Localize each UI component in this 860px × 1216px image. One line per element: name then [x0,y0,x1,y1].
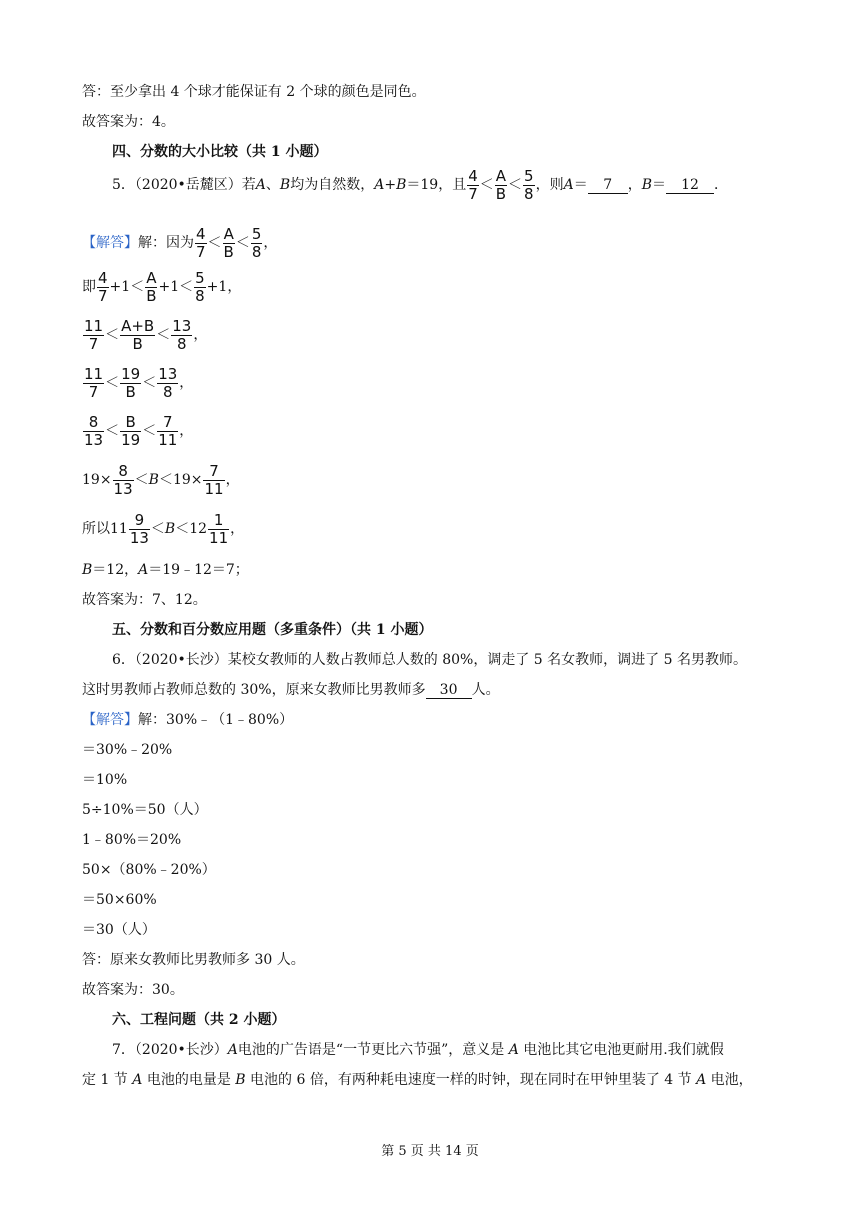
q5-plus: + [384,177,397,193]
question-6-line-1: 6．（2020•长沙）某校女教师的人数占教师总人数的 80%，调走了 5 名女教师，调进了 5 名男教师。 [112,652,747,668]
var-a: A [563,177,574,193]
fraction: $\frac{7}{11}$ [204,461,224,498]
less-than: ＜ [142,375,157,391]
q5-end: ． [714,177,729,193]
plus-one: +1 [206,279,228,295]
var-a: A [374,177,385,193]
comma: ， [263,235,278,251]
fraction: $\frac{B}{19}$ [121,412,141,449]
solution-line-5 [82,412,193,450]
less-than: ＜ [508,177,523,193]
answer-blank-b: 12 [666,177,714,194]
q5-prefix: 5．（2020•岳麓区）若 [112,177,256,193]
plus-one: +1 [109,279,131,295]
section-heading-5: 五、分数和百分数应用题（多重条件）（共 1 小题） [112,622,433,638]
less-than: ＜ [105,327,120,343]
question-7-line-1: 7．（2020•长沙）A电池的广告语是“一节更比六节强”，意义是 A 电池比其它电池更耐用.我们就假 [112,1042,724,1058]
solution-step: ＝30%﹣20% [82,742,173,758]
section-heading-4: 四、分数的大小比较（共 1 小题） [112,144,328,160]
final-answer-text: 故答案为：7、12。 [82,592,207,608]
var-b: B [396,177,407,193]
less-than: ＜ [105,375,120,391]
solution-tag: 【解答】 [82,712,138,728]
q5-eq-b: ＝ [652,177,667,193]
less-than: ＜ [207,235,222,251]
comma: ， [179,423,194,439]
fraction: $\frac{8}{13}$ [84,412,104,449]
fraction: $\frac{5}{8}$ [251,224,262,261]
ji-text: 即 [82,279,96,295]
solution-line-2 [82,268,241,306]
solution-line-8: B＝12，A＝19﹣12＝7； [82,562,249,578]
comma: ， [225,472,240,488]
comma: ， [193,327,208,343]
q5-sep: 、 [265,177,280,193]
less-than: ＜ [150,521,165,537]
answer-blank: 30 [426,682,472,699]
solution-tag: 【解答】 [82,235,138,251]
fraction: $\frac{11}{7}$ [84,316,104,353]
times-19: 19× [82,472,112,488]
less-than: ＜ [130,279,145,295]
q5-eq: ＝19，且 [406,177,467,193]
q5-comma: ， [627,177,642,193]
final-answer-text: 故答案为：4。 [82,114,175,130]
solution-step: ＝50×60% [82,892,157,908]
less-than: ＜ [105,423,120,439]
q5-then: ，则 [535,177,564,193]
answer-blank-a: 7 [588,177,628,194]
page-footer: 第 5 页 共 14 页 [381,1144,479,1159]
solution-intro: 解：因为 [138,235,194,251]
fraction: $\frac{A+B}{B}$ [121,316,155,353]
fraction: $\frac{A}{B}$ [495,166,507,203]
solution-step: 5÷10%＝50（人） [82,802,208,818]
less-than: ＜ [235,235,250,251]
less-than: ＜ [134,472,149,488]
q5-mid: 均为自然数， [290,177,375,193]
solution-line-6 [82,461,240,499]
less-than: ＜ [158,472,173,488]
fraction: $\frac{4}{7}$ [196,224,206,261]
answer-text: 答：至少拿出 4 个球才能保证有 2 个球的颜色是同色。 [82,84,426,100]
plus-one: +1 [158,279,180,295]
solution-step: 1﹣80%＝20% [82,832,182,848]
solution-step: 50×（80%﹣20%） [82,862,216,878]
comma: ， [227,279,242,295]
solution-line: 【解答】解：30%﹣（1﹣80%） [82,712,294,728]
mixed-number: 11 $\frac{9}{13}$ [110,510,149,547]
question-7-line-2: 定 1 节 A 电池的电量是 B 电池的 6 倍，有两种耗电速度一样的时钟，现在同时在甲钟里装了 4 节 A 电池， [82,1072,753,1088]
answer-text: 答：原来女教师比男教师多 30 人。 [82,952,305,968]
suoyi-text: 所以 [82,521,110,537]
fraction: $\frac{A}{B}$ [146,268,157,305]
comma: ， [230,521,245,537]
less-than: ＜ [179,279,194,295]
fraction: $\frac{7}{11}$ [158,412,178,449]
fraction: $\frac{5}{8}$ [524,166,534,203]
fraction: $\frac{19}{B}$ [121,364,141,401]
final-answer-text: 故答案为：30。 [82,982,184,998]
fraction: $\frac{A}{B}$ [223,224,234,261]
less-than: ＜ [479,177,494,193]
section-heading-6: 六、工程问题（共 2 小题） [112,1012,286,1028]
q5-eq-a: ＝ [573,177,588,193]
less-than: ＜ [175,521,190,537]
question-6-line-2: 这时男教师占教师总数的 30%，原来女教师比男教师多 30 人。 [82,682,500,698]
fraction: $\frac{5}{8}$ [195,268,205,305]
solution-line-3 [82,316,207,354]
fraction: $\frac{8}{13}$ [113,461,133,498]
question-5 [112,166,728,204]
var-b: B [641,177,653,193]
less-than: ＜ [142,423,157,439]
fraction: $\frac{13}{8}$ [172,316,192,353]
fraction: $\frac{4}{7}$ [468,166,478,203]
solution-line-1 [82,224,277,262]
fraction: $\frac{4}{7}$ [98,268,108,305]
comma: ， [179,375,194,391]
solution-line-4 [82,364,193,402]
solution-step: ＝30（人） [82,922,156,938]
var-b: B [279,177,291,193]
var-a: A [255,177,266,193]
solution-line-7 [82,510,244,548]
solution-step: ＝10% [82,772,128,788]
mixed-number: 12 $\frac{1}{11}$ [189,510,229,547]
var-b: B [164,521,176,537]
var-b: B [148,472,159,488]
less-than: ＜ [156,327,171,343]
times-19: 19× [172,472,203,488]
fraction: $\frac{13}{8}$ [158,364,178,401]
fraction: $\frac{11}{7}$ [84,364,104,401]
